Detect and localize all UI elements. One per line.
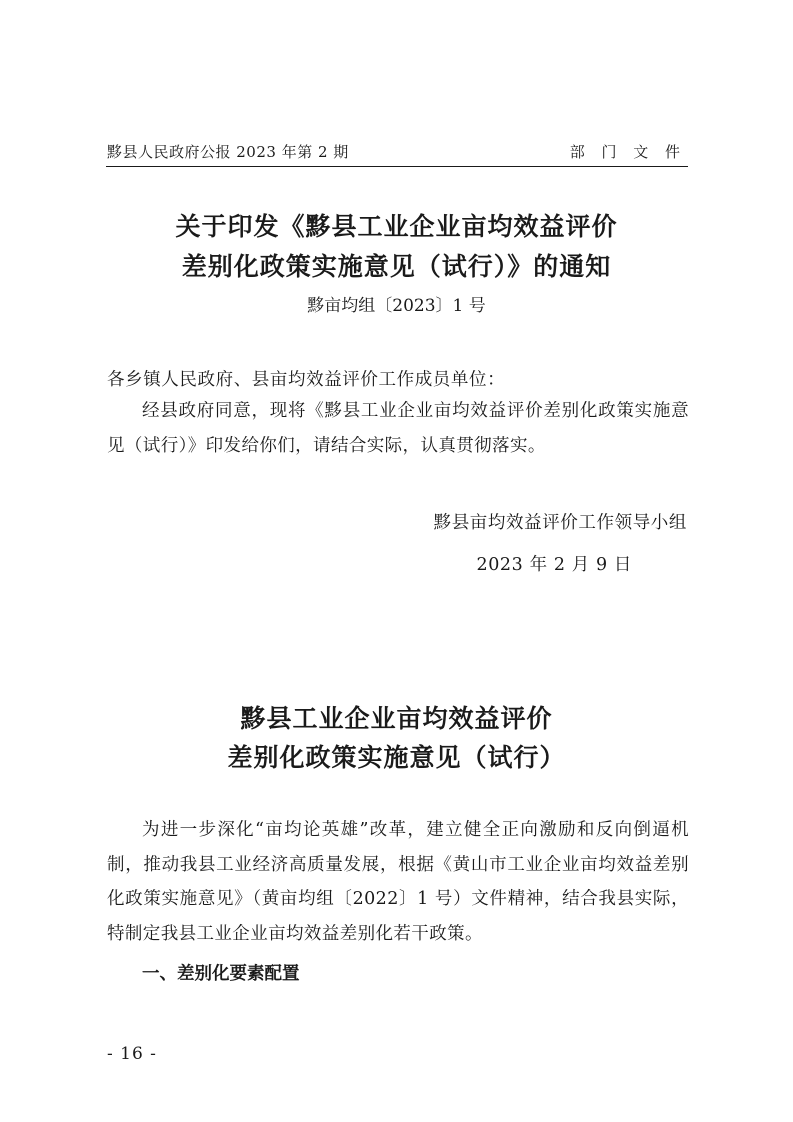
signature-date: 2023 年 2 月 9 日 [476, 555, 632, 575]
document-number: 黟亩均组〔2023〕1 号 [307, 296, 486, 316]
notice-body: 经县政府同意，现将《黟县工业企业亩均效益评价差别化政策实施意见（试行）》印发给你们，请结合实际，认真贯彻落实。 [107, 401, 689, 456]
opinion-title-line-2: 差别化政策实施意见（试行） [227, 743, 566, 772]
notice-title-line-2: 差别化政策实施意见（试行）》的通知 [181, 252, 612, 281]
page-number: - 16 - [107, 1044, 157, 1064]
header-category: 部 门 文 件 [569, 143, 686, 161]
header-publication: 黟县人民政府公报 2023 年第 2 期 [107, 143, 349, 161]
notice-title-line-1: 关于印发《黟县工业企业亩均效益评价 [175, 212, 618, 241]
header-rule [106, 166, 688, 167]
opinion-intro: 为进一步深化“亩均论英雄”改革，建立健全正向激励和反向倒逼机制，推动我县工业经济高质量发展，根据《黄山市工业企业亩均效益差别化政策实施意见》（黄亩均组〔2022〕1 号）文件精神，结合我县实际，特制定我县工业企业亩均效益差别化若干政策。 [107, 820, 689, 945]
section-heading-1: 一、差别化要素配置 [142, 964, 300, 984]
opinion-title-line-1: 黟县工业企业亩均效益评价 [240, 704, 553, 733]
salutation: 各乡镇人民政府、县亩均效益评价工作成员单位： [107, 370, 506, 390]
signature-organization: 黟县亩均效益评价工作领导小组 [433, 513, 687, 533]
